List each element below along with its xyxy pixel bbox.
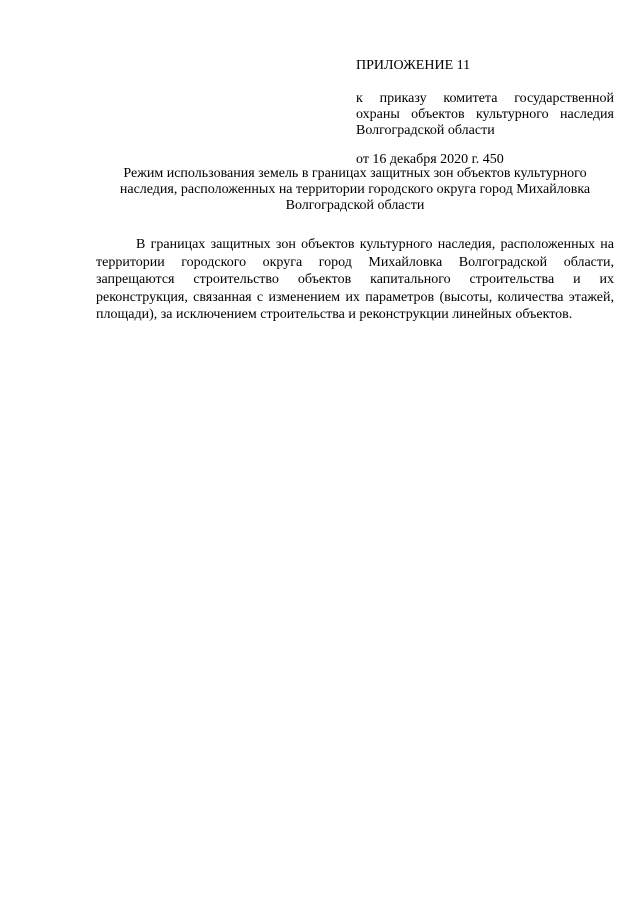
document-paragraph: В границах защитных зон объектов культурного наследия, расположенных на территории городского округа город Михайловка Волгоградской области, запрещаются строительство объектов капитального строительства и их реконструкция, связанная с изменением их параметров (высоты, количества этажей, площади), за исключением строительства и реконструкции линейных объектов. (96, 237, 614, 323)
appendix-title: ПРИЛОЖЕНИЕ 11 (356, 58, 471, 73)
appendix-header (356, 58, 614, 168)
appendix-date-number: от 16 декабря 2020 г. 450 (356, 152, 504, 167)
appendix-order-reference: к приказу комитета государственной охраны объектов культурного наследия Волгоградской области (356, 91, 614, 138)
document-heading: Режим использования земель в границах защитных зон объектов культурного наследия, расположенных на территории городского округа город Михайловка Волгоградской области (119, 166, 591, 213)
